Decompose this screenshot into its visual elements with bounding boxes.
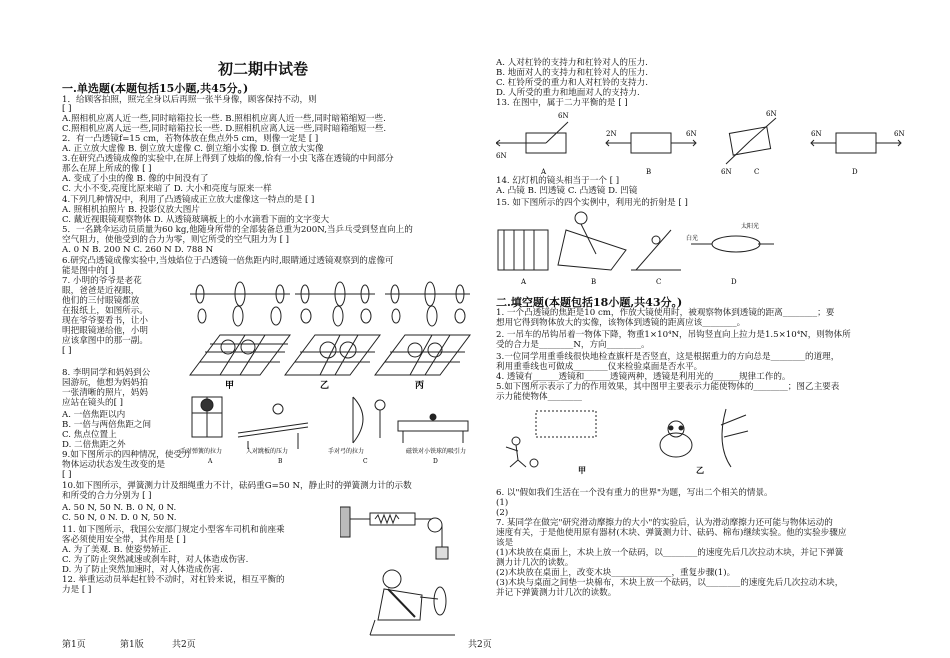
question-line: 4.下列几种情况中，利用了凸透镜成正立放大虚像这一特点的是 [ ] (62, 195, 315, 205)
fig-caption: 磁铁对小铁球的吸引力 (406, 448, 467, 455)
footer-total-right: 共2页 (468, 640, 492, 650)
page-title: 初二期中试卷 (218, 60, 309, 78)
question-line: 并记下弹簧测力计几次的读数。 (496, 588, 617, 598)
fig-letter: A (521, 278, 527, 286)
question-line: 2. 一吊车的吊钩吊着一物体下降，物重1×10⁴N，吊钩竖直向上拉力是1.5×10⁴N，则物体所 (496, 330, 851, 340)
question-line: (1)木块放在桌面上，木块上放一个砝码，以________的速度先后几次拉动木块，并记下弹簧 (496, 548, 844, 558)
force-effect-pictures (496, 405, 756, 475)
question-line: D. 二倍焦距之外 (62, 440, 126, 450)
footer-page: 第1页 (62, 640, 86, 650)
force-effects-figure (178, 393, 478, 465)
question-line: 8. 李明同学和妈妈到公 (62, 368, 151, 378)
question-line: 现在爷爷要看书，让小 (62, 316, 148, 326)
question-line: C. 为了防止突然减速或刹车时，对人体造成伤害. (62, 555, 249, 565)
fig-label-jia: 甲 (578, 465, 586, 475)
question-line: A. 人对杠铃的支持力和杠铃对人的压力. (496, 58, 648, 68)
question-line: 10.如下图所示，弹簧测力计及细绳重力不计，砝码重G=50 N，静止时的弹簧测力计的示数 (62, 481, 412, 491)
question-line: 能是图中的[ ] (62, 266, 115, 276)
question-line: 11. 如下图所示，我国公安部门规定小型客车司机和前座乘 (62, 525, 285, 535)
question-line: [ ] (62, 470, 72, 480)
question-line: 空气阻力，使他受到的合力为零，则它所受的空气阻力为 [ ] (62, 235, 290, 245)
question-line: A. 正立放大虚像 B. 倒立放大虚像 C. 倒立缩小实像 D. 倒立放大实像 (62, 144, 324, 154)
force-label: 2N (606, 130, 617, 138)
prism-scene (691, 236, 774, 252)
question-line: C. 戴近视眼镜观察物体 D. 从透镜玻璃板上的小水滴看下面的文字变大 (62, 215, 330, 225)
question-line: 该是 (496, 538, 514, 548)
question-line: 应站在镜头的[ ] (62, 398, 123, 408)
question-line: A. 凸镜 B. 凹透镜 C. 凸透镜 D. 凹镜 (496, 186, 638, 196)
spring-scale-figure (340, 505, 450, 565)
question-line: 一张清晰的照片，妈妈 (62, 388, 148, 398)
fig-label-yi: 乙 (696, 465, 704, 475)
fig-caption: 手对弓的拉力 (328, 448, 365, 455)
question-line: C. 大小不变,亮度比原来暗了 D. 大小和亮度与原来一样 (62, 184, 272, 194)
force-label: 6N (894, 130, 905, 138)
question-line: 他们的三付眼镜都放 (62, 296, 140, 306)
question-line: [ ] (62, 104, 72, 114)
spring-pull-picture (192, 397, 222, 437)
question-line: 速度有关，于是他使用原有器材(木块、弹簧测力计、砝码、棉布)继续实验。他的实验步骤应 (496, 528, 847, 538)
question-line: 客必须使用安全带，其作用是 [ ] (62, 535, 186, 545)
question-line: 5.如下图所示表示了力的作用效果，其中图甲主要表示力能使物体的________；图乙主要表 (496, 382, 840, 392)
question-line: A. 一倍焦距以内 (62, 410, 126, 420)
force-label: 6N (686, 130, 697, 138)
magnet-ball-picture (398, 414, 468, 443)
box-a (496, 122, 568, 153)
question-line: 眼，爸爸是近视眼， (62, 286, 140, 296)
question-line: 6.研究凸透镜成像实验中,当烛焰位于凸透镜一倍焦距内时,眼睛通过透镜观察到的虚像可 (62, 256, 394, 266)
question-line: 15. 如下图所示的四个实例中，利用光的折射是 [ ] (496, 198, 688, 208)
force-label: 6N (811, 130, 822, 138)
fig-letter: A (541, 168, 547, 176)
fig-caption: 人对跳板的压力 (246, 448, 289, 455)
question-line: A. 50 N, 50 N. B. 0 N, 0 N. (62, 503, 177, 513)
fig-letter: C (363, 458, 368, 465)
question-line: 3.在研究凸透镜成像的实验中,在屏上得到了烛焰的像,恰有一小虫飞落在透镜的中间部分 (62, 154, 394, 164)
question-line: 那么在屏上所成的像 [ ] (62, 164, 152, 174)
fig-letter: D (731, 278, 737, 286)
question-line: 在报纸上，如图所示。 (62, 306, 148, 316)
springboard-picture (238, 404, 308, 449)
question-line: 14. 幻灯机的镜头相当于一个 [ ] (496, 176, 620, 186)
question-line: 5．一名跳伞运动员质量为60 kg,他随身所带的全部装备总重为200N,当乒乓受到竖直向上的 (62, 225, 413, 235)
section-heading-fill: 二.填空题(本题包括18小题,共43分。) (496, 296, 683, 309)
soccer-kick-picture (506, 411, 596, 467)
question-line: 2．有一凸透镜f=15 cm，若物体放在焦点外5 cm，则像一定是 [ ] (62, 134, 319, 144)
sundial-scene (558, 212, 626, 270)
question-line: 1．给顾客拍照，照完全身以后再照一张半身像，顾客保持不动，则 (62, 95, 317, 105)
section-heading-choice: 一.单选题(本题包括15小题,共45分。) (62, 82, 249, 95)
question-line: B. 一倍与两倍焦距之间 (62, 420, 152, 430)
box-c (726, 118, 776, 164)
fig-text: 白光 (686, 235, 699, 242)
question-line: A. 照相机拍照片 B. 投影仪放大图片 (62, 205, 200, 215)
fig-label-bing: 丙 (415, 381, 425, 391)
question-line: 物体运动状态发生改变的是 (62, 460, 166, 470)
question-line: (1) (496, 498, 509, 508)
force-label: 6N (721, 168, 732, 176)
footer-edition: 第1版 (120, 640, 144, 650)
question-line: [ ] (62, 346, 72, 356)
question-line: 园游玩，他想为妈妈拍 (62, 378, 148, 388)
question-line: 应该拿图中的那一副。 (62, 336, 148, 346)
box-d (811, 133, 901, 153)
fig-letter: B (591, 278, 597, 286)
question-line: C.照相机应离人远一些,同时暗箱拉长一些. D.照相机应离人远一些,同时暗箱缩短一些. (62, 124, 387, 134)
force-label: 6N (558, 112, 569, 120)
question-line: A. 变成了小虫的像 B. 像的中间没有了 (62, 174, 209, 184)
panda-bamboo-picture (660, 409, 748, 467)
question-line: 3.一位同学用重垂线很快地检查旗杆是否竖直，这是根据重力的方向总是________的道理， (496, 352, 840, 362)
question-line: (2)木块放在桌面上，改变木块______________，重复步骤(1)。 (496, 568, 736, 578)
newspaper-grids (190, 335, 470, 375)
candle-lens-row-2 (198, 306, 465, 326)
question-line: 测力计几次的读数。 (496, 558, 574, 568)
fig-label-yi: 乙 (320, 381, 330, 391)
archer-picture (353, 397, 385, 443)
question-line: A. 为了美观. B. 使姿势矫正. (62, 545, 171, 555)
question-line: 力是 [ ] (62, 585, 92, 595)
seatbelt-driver-figure (360, 565, 470, 645)
fig-letter: C (754, 168, 760, 176)
fig-caption: 手对弹簧的拉力 (180, 448, 223, 455)
question-line: C. 50 N, 0 N. D. 0 N, 50 N. (62, 513, 177, 523)
question-line: A.照相机应离人近一些,同时暗箱拉长一些. B.照相机应离人近一些,同时暗箱缩短一些. (62, 114, 386, 124)
fisherman-scene (631, 230, 681, 270)
question-line: 受的合力是________N，方向________。 (496, 340, 650, 350)
two-force-boxes-figure (496, 108, 916, 178)
question-line: C. 杠铃所受的重力和人对杠铃的支持力. (496, 78, 648, 88)
question-line: 示力能使物体________ (496, 392, 582, 402)
question-line: 7. 某同学在做完"研究滑动摩擦力的大小"的实验后，认为滑动摩擦力还可能与物体运动的 (496, 518, 833, 528)
question-line: D. 人所受的重力和地面对人的支持力. (496, 88, 640, 98)
fig-letter: B (278, 458, 283, 465)
fig-label-jia: 甲 (225, 381, 235, 391)
question-line: A. 0 N B. 200 N C. 260 N D. 788 N (62, 245, 214, 255)
question-line: (3)木块与桌面之间垫一块棉布，木块上放一个砝码，以________的速度先后几次拉动木块， (496, 578, 844, 588)
question-line: D. 为了防止突然加速时，对人体造成伤害. (62, 565, 223, 575)
fig-text: 太阳光 (741, 223, 760, 230)
force-label: 6N (766, 110, 777, 118)
fig-letter: D (433, 458, 438, 465)
fig-letter: C (656, 278, 662, 286)
question-line: 1. 一个凸透镜的焦距是10 cm，作放大镜使用时，被观察物体到透镜的距离________；要 (496, 308, 835, 318)
window-scene (498, 230, 548, 270)
question-line: 12. 举重运动员举起杠铃不动时，对杠铃来说，相互平衡的 (62, 575, 285, 585)
question-line: B. 地面对人的支持力和杠铃对人的压力. (496, 68, 649, 78)
question-line: (2) (496, 508, 509, 518)
question-line: 13. 在图中，属于二力平衡的是 [ ] (496, 98, 628, 108)
candle-lens-row-1 (190, 282, 470, 306)
fig-letter: A (208, 458, 213, 465)
fig-letter: B (646, 168, 652, 176)
force-label: 6N (496, 152, 507, 160)
glasses-figure (180, 280, 475, 392)
question-line: 7. 小明的爷爷是老花 (62, 276, 142, 286)
refraction-examples-figure (496, 210, 776, 288)
question-line: 想用它得到物体放大的实像，该物体到透镜的距离应该________。 (496, 318, 746, 328)
question-line: 和所受的合力分别为 [ ] (62, 491, 152, 501)
question-line: 9.如下图所示的四种情况，使受力 (62, 450, 191, 460)
question-line: C. 焦点位置上 (62, 430, 117, 440)
question-line: 利用重垂线也可做成________仪来检验桌面是否水平。 (496, 362, 703, 372)
question-line: 6. 以"假如我们生活在一个没有重力的世界"为题，写出二个相关的情景。 (496, 488, 773, 498)
question-line: 明把眼镜递给他，小明 (62, 326, 148, 336)
fig-letter: D (852, 168, 858, 176)
question-line: 4. 透镜有______透镜和______透镜两种，透镜是利用光的______规律工作的。 (496, 372, 791, 382)
box-b (606, 133, 696, 153)
footer-total-left: 共2页 (172, 640, 196, 650)
